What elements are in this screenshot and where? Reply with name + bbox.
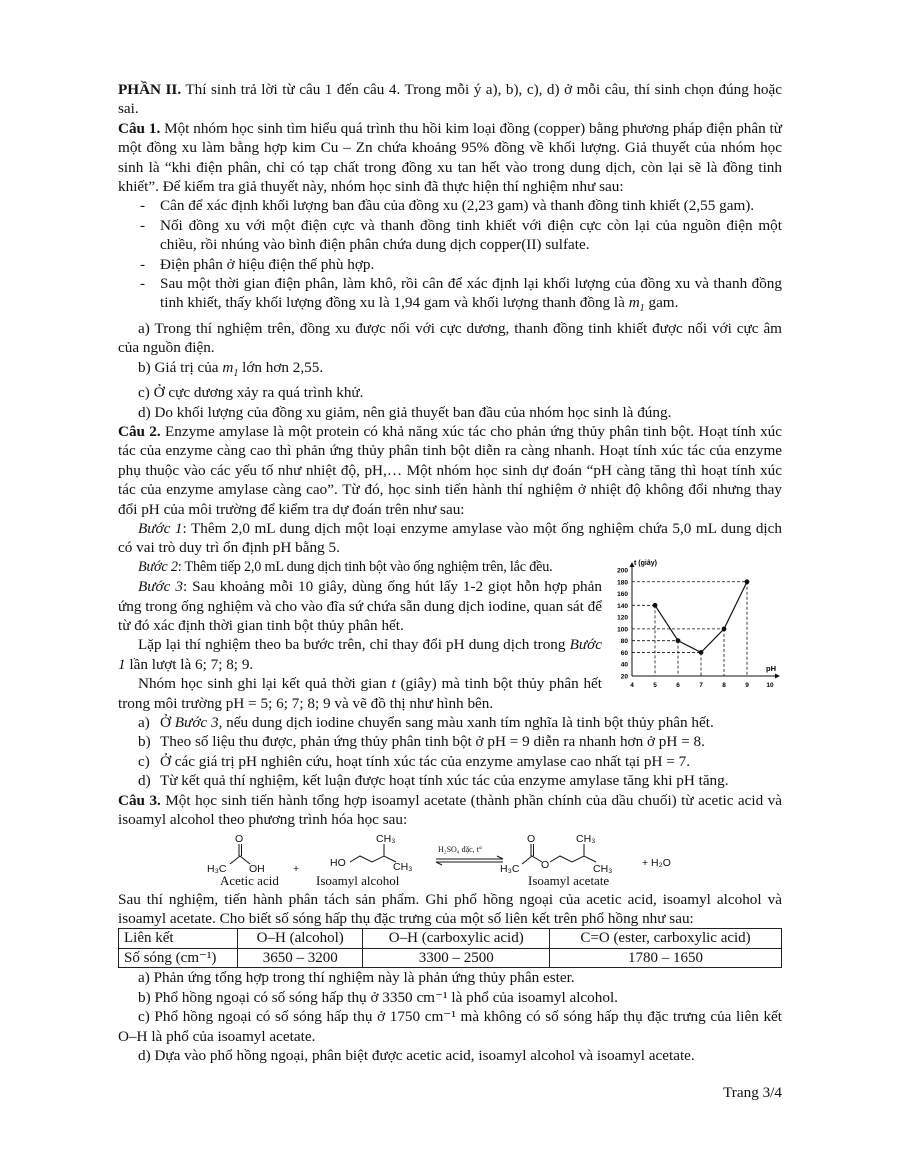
- data-point: [722, 626, 727, 631]
- q1-steps: [118, 196, 782, 318]
- o-atom: O: [235, 832, 244, 845]
- ir-table: [118, 928, 782, 968]
- data-point: [699, 650, 704, 655]
- q1-option-c: c) Ở cực dương xảy ra quá trình khử.: [138, 384, 364, 402]
- q2-option-b: [138, 732, 782, 751]
- q1-option-a: a) Trong thí nghiệm trên, đồng xu được nối với cực dương, thanh đồng tinh khiết được nối với cực âm của nguồn điện.: [118, 319, 782, 357]
- isoamyl-alcohol-label: Isoamyl alcohol: [316, 872, 400, 888]
- reaction-condition: H₂SO₄ đặc, t°: [438, 844, 483, 854]
- q1-step-text: Sau một thời gian điện phân, làm khô, rồi cân để xác định lại khối lượng của đồng xu và thanh đồng tinh khiết, thấy khối lượng đồng xu là 1,94 gam và khối lượng thanh đồng là: [160, 275, 782, 312]
- step-label: Bước 1: [118, 636, 602, 673]
- table-cell: 3650 – 3200: [238, 948, 363, 968]
- q1-option-d: d) Do khối lượng của đồng xu giảm, nên giả thuyết ban đầu của nhóm học sinh là đúng.: [138, 403, 672, 421]
- ch3-group: CH₃: [376, 832, 396, 845]
- text: b) Giá trị của: [138, 358, 223, 376]
- q2-text: Enzyme amylase là một protein có khả năng xúc tác cho phản ứng thủy phân tinh bột. Hoạt tính xúc tác của enzyme càng cao thì phản ứng thủy phân tinh bột diễn ra càng nhanh. Hoạt tính xúc tác của enzyme phụ thuộc vào các yếu tố như nhiệt độ, pH,… Một nhóm học sinh dự đoán “pH càng tăng thì hoạt tính xúc tác của enzyme amylase càng cao”. Từ đó, học sinh tiến hành thí nghiệm ở nhiệt độ không đổi nhưng thay đổi pH của môi trường để kiểm tra dự đoán trên như sau:: [118, 422, 783, 518]
- option-letter: b): [138, 733, 151, 751]
- series-line: [655, 582, 747, 653]
- option-letter: a): [138, 714, 150, 732]
- esterification-reaction: [118, 832, 782, 890]
- step-label: Bước 1: [138, 520, 183, 537]
- q2-option-a: [138, 713, 782, 732]
- table-cell: C=O (ester, carboxylic acid): [550, 929, 782, 949]
- step-label: Bước 3: [174, 714, 219, 732]
- x-axis-label: pH: [766, 663, 776, 673]
- y-tick-label: 40: [620, 661, 628, 669]
- m-symbol: m: [628, 294, 640, 312]
- page-number: Trang 3/4: [723, 1084, 782, 1101]
- text: Ở: [160, 714, 175, 732]
- water: + H₂O: [642, 856, 671, 869]
- x-tick-label: 8: [722, 681, 726, 689]
- h3c-group: H₃C: [207, 862, 227, 875]
- q3-option-a: a) Phản ứng tổng hợp trong thí nghiệm này là phản ứng thủy phân ester.: [138, 969, 575, 987]
- ph-time-chart: [608, 558, 786, 693]
- exam-page: [118, 80, 782, 1065]
- m-sub: 1: [233, 367, 239, 379]
- o-atom: O: [527, 832, 536, 845]
- table-row: [119, 948, 782, 968]
- table-cell: Số sóng (cm⁻¹): [119, 948, 238, 968]
- data-point: [745, 579, 750, 584]
- text: lớn hơn 2,55.: [238, 358, 324, 376]
- q3-after: Sau thí nghiệm, tiến hành phân tách sản phẩm. Ghi phổ hồng ngoại của acetic acid, isoamyl alcohol và isoamyl acetate. Cho biết số sóng hấp thụ đặc trưng của một số liên kết trên phổ hồng như sau:: [118, 890, 782, 927]
- x-tick-label: 7: [699, 681, 703, 689]
- q1-text: Một nhóm học sinh tìm hiểu quá trình thu hồi kim loại đồng (copper) bằng phương pháp điện phân từ một đồng xu làm bằng hợp kim Cu – Zn chứa khoảng 95% đồng về khối lượng. Giả thuyết của nhóm học sinh là “khi điện phân, chỉ có tạp chất trong đồng xu tan hết vào trong dung dịch, còn lại sẽ là đồng tinh khiết”. Để kiểm tra giả thuyết này, nhóm học sinh đã thực hiện thí nghiệm như sau:: [118, 119, 783, 196]
- q1-label: Câu 1.: [118, 119, 161, 137]
- q1-step: - Nối đồng xu với một điện cực và thanh đồng tinh khiết với điện cực còn lại của nguồn điện một chiều, rồi nhúng vào bình điện phân chứa dung dịch copper(II) sulfate.: [140, 216, 782, 255]
- q3-label: Câu 3.: [118, 791, 161, 809]
- q3-text: Một học sinh tiến hành tổng hợp isoamyl acetate (thành phần chính của dầu chuối) từ acetic acid và isoamyl alcohol theo phương trình hóa học sau:: [118, 791, 782, 829]
- step-text: : Thêm 2,0 mL dung dịch một loại enzyme amylase vào một ống nghiệm chứa 5,0 mL dung dịch có vai trò duy trì ổn định pH bằng 5.: [118, 520, 782, 557]
- step-label: Bước 2: [138, 558, 178, 575]
- data-point: [653, 603, 658, 608]
- option-letter: c): [138, 752, 150, 770]
- text: Lặp lại thí nghiệm theo ba bước trên, chỉ thay đổi pH dung dịch trong: [138, 636, 570, 654]
- h3c-group: H₃C: [500, 862, 520, 875]
- acetic-acid-label: Acetic acid: [220, 872, 279, 888]
- text: Ở các giá trị pH nghiên cứu, hoạt tính xúc tác của enzyme amylase cao nhất tại pH = 7.: [160, 752, 691, 770]
- step-text: : Sau khoảng mỗi 10 giây, dùng ống hút lấy 1-2 giọt hỗn hợp phản ứng trong ống nghiệm và cho vào đĩa sứ chứa sẵn dung dịch iodine, quan sát để từ đó xác định thời gian tinh bột thủy phân hết.: [118, 578, 603, 635]
- table-cell: 1780 – 1650: [550, 948, 782, 968]
- y-tick-label: 160: [617, 590, 628, 598]
- y-tick-label: 180: [617, 579, 628, 587]
- q3-option-b: b) Phổ hồng ngoại có số sóng hấp thụ ở 3350 cm⁻¹ là phổ của isoamyl alcohol.: [138, 988, 618, 1006]
- isoamyl-acetate-label: Isoamyl acetate: [528, 872, 610, 888]
- option-letter: d): [138, 772, 151, 790]
- y-tick-label: 20: [620, 673, 628, 681]
- part-title: PHẦN II.: [118, 81, 182, 98]
- x-tick-label: 4: [630, 681, 634, 689]
- m-symbol: m: [222, 358, 234, 376]
- q1-step: [140, 274, 782, 319]
- y-axis-label: t (giây): [634, 559, 657, 567]
- q1-step: - Cân để xác định khối lượng ban đầu của đồng xu (2,23 gam) và thanh đồng tinh khiết (2,55 gam).: [140, 196, 782, 215]
- o-atom: O: [541, 858, 550, 871]
- y-tick-label: 80: [620, 637, 628, 645]
- q1-step: - Điện phân ở hiệu điện thế phù hợp.: [140, 255, 782, 274]
- table-cell: 3300 – 2500: [363, 948, 550, 968]
- table-cell: O–H (alcohol): [238, 929, 363, 949]
- table-cell: O–H (carboxylic acid): [363, 929, 550, 949]
- ch3-group: CH₃: [576, 832, 596, 845]
- plus-sign: +: [293, 862, 300, 875]
- q1-stem: [118, 119, 782, 197]
- q3-stem: [118, 791, 782, 830]
- step-label: Bước 3: [138, 578, 183, 596]
- y-tick-label: 120: [617, 614, 628, 622]
- unit: gam.: [644, 294, 679, 312]
- m-sub: 1: [639, 303, 645, 315]
- data-point: [676, 638, 681, 643]
- x-tick-label: 10: [766, 681, 774, 689]
- q2-label: Câu 2.: [118, 422, 161, 440]
- y-tick-label: 140: [617, 602, 628, 610]
- text: lần lượt là 6; 7; 8; 9.: [125, 655, 254, 673]
- ch3-group: CH₃: [393, 860, 413, 873]
- part-intro: Thí sinh trả lời từ câu 1 đến câu 4. Trong mỗi ý a), b), c), d) ở mỗi câu, thí sinh chọn đúng hoặc sai.: [118, 81, 782, 118]
- x-tick-label: 6: [676, 681, 680, 689]
- step-text: : Thêm tiếp 2,0 mL dung dịch tinh bột vào ống nghiệm trên, lắc đều.: [177, 558, 553, 575]
- table-row: [119, 929, 782, 949]
- part-heading: [118, 80, 782, 119]
- t-symbol: t: [391, 675, 396, 693]
- text: Theo số liệu thu được, phản ứng thủy phân tinh bột ở pH = 9 diễn ra nhanh hơn ở pH = 8.: [160, 733, 705, 751]
- q2-stem: [118, 422, 782, 519]
- q2-step1: [118, 519, 782, 558]
- text: Nhóm học sinh ghi lại kết quả thời gian: [138, 675, 392, 693]
- q1-option-b: [118, 358, 782, 383]
- x-tick-label: 9: [745, 681, 749, 689]
- q3-option-c: c) Phổ hồng ngoại có số sóng hấp thụ ở 1750 cm⁻¹ mà không có số sóng hấp thụ đặc trưng của liên kết O–H là phổ của isoamyl acetate.: [118, 1008, 782, 1045]
- text: (giây) mà tinh bột thủy phân hết trong môi trường pH = 5; 6; 7; 8; 9 và vẽ đồ thị như hình bên.: [118, 675, 602, 712]
- y-tick-label: 200: [617, 567, 628, 575]
- text: , nếu dung dịch iodine chuyển sang màu xanh tím nghĩa là tinh bột thủy phân hết.: [218, 714, 714, 732]
- q2-option-c: [138, 752, 782, 771]
- q3-option-d: d) Dựa vào phổ hồng ngoại, phân biệt được acetic acid, isoamyl alcohol và isoamyl acetate.: [138, 1046, 695, 1064]
- oh-group: OH: [249, 862, 265, 875]
- ho-group: HO: [330, 856, 346, 869]
- y-tick-label: 100: [617, 626, 628, 634]
- ch3-group: CH₃: [593, 862, 613, 875]
- x-axis-arrow: [775, 673, 780, 678]
- x-tick-label: 5: [653, 681, 657, 689]
- table-cell: Liên kết: [119, 929, 238, 949]
- y-tick-label: 60: [620, 649, 628, 657]
- q2-option-d: [138, 771, 782, 790]
- q2-options: [118, 713, 782, 791]
- text: Từ kết quả thí nghiệm, kết luận được hoạt tính xúc tác của enzyme amylase tăng khi pH tăng.: [160, 772, 729, 790]
